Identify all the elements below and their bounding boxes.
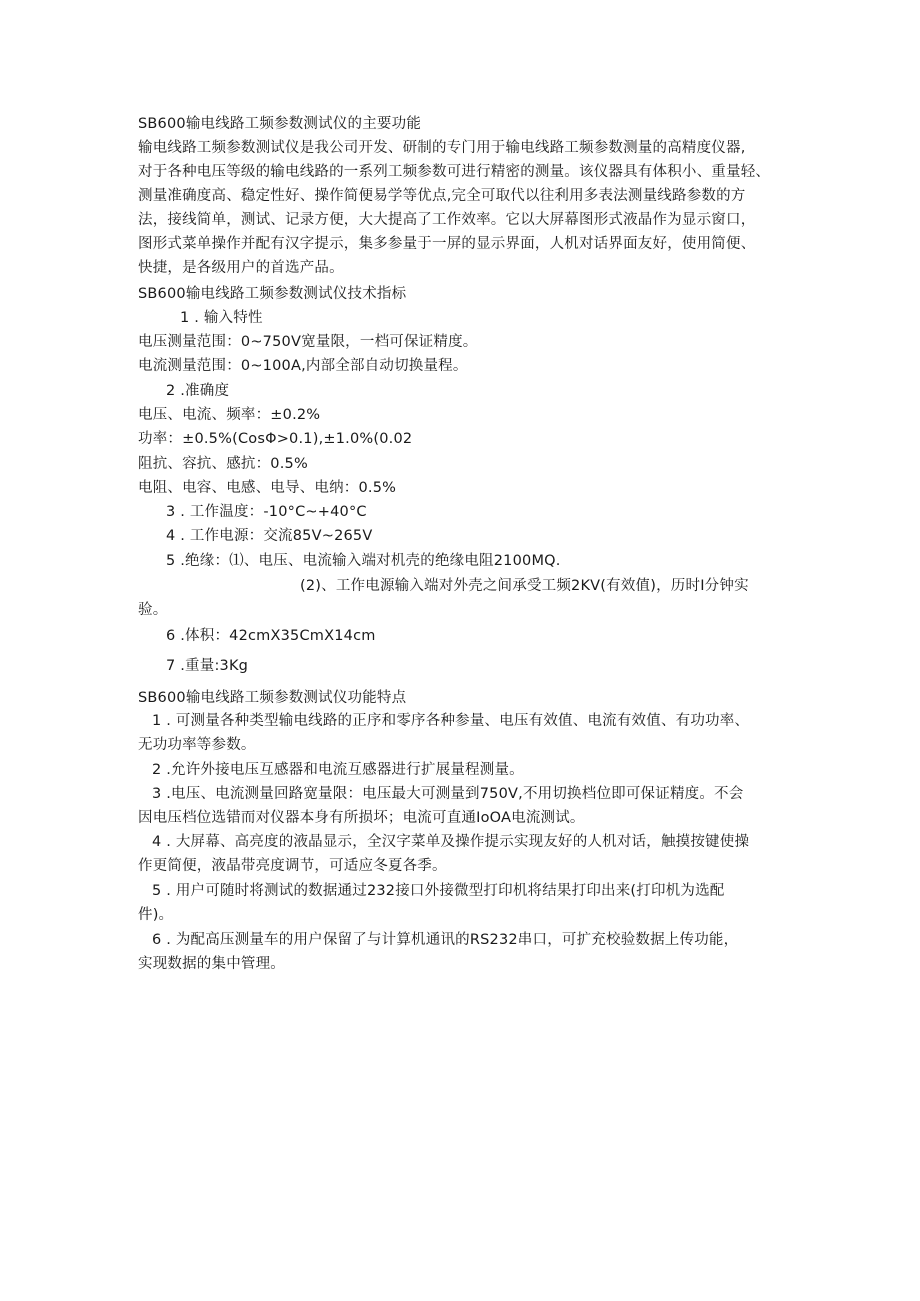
feature-line: 实现数据的集中管理。 [138, 956, 285, 972]
feature-line: 5 . 用户可随时将测试的数据通过232接口外接微型打印机将结果打印出来(打印机为选配 [152, 883, 725, 899]
intro-line: 对于各种电压等级的输电线路的一系列工频参数可进行精密的测量。该仪器具有体积小、重量轻、 [138, 164, 771, 180]
spec-heading-accuracy: 2 .准确度 [166, 383, 230, 399]
feature-line: 1 . 可测量各种类型输电线路的正序和零序各种参量、电压有效值、电流有效值、有功功率、 [152, 713, 750, 729]
feature-line: 6 . 为配高压测量车的用户保留了与计算机通讯的RS232串口，可扩充校验数据上传功能， [152, 932, 739, 948]
spec-temperature: 3 . 工作温度：-10°C~+40°C [166, 504, 367, 520]
spec-volume: 6 .体积：42cmX35CmX14cm [166, 628, 376, 644]
intro-line: 输电线路工频参数测试仪是我公司开发、研制的专门用于输电线路工频参数测量的高精度仪器, [138, 140, 746, 156]
feature-line: 因电压档位选错而对仪器本身有所损坏；电流可直通IoOA电流测试。 [138, 810, 585, 826]
spec-weight: 7 .重量:3Kg [166, 658, 249, 674]
intro-line: 图形式菜单操作并配有汉字提示，集多参量于一屏的显示界面，人机对话界面友好，使用简便、 [138, 236, 756, 252]
spec-insulation-end: 验。 [138, 602, 168, 618]
feature-line: 无功功率等参数。 [138, 737, 256, 753]
feature-line: 作更简便，液晶带亮度调节，可适应冬夏各季。 [138, 858, 447, 874]
section-title-specs: SB600输电线路工频参数测试仪技术指标 [138, 286, 407, 302]
feature-line: 4 . 大屏幕、高亮度的液晶显示，全汉字菜单及操作提示实现友好的人机对话，触摸按键使操 [152, 834, 750, 850]
spec-line: 阻抗、容抗、感抗：0.5% [138, 456, 308, 472]
section-title-main-functions: SB600输电线路工频参数测试仪的主要功能 [138, 116, 422, 132]
intro-line: 法，接线简单，测试、记录方便，大大提高了工作效率。它以大屏幕图形式液晶作为显示窗口， [138, 212, 756, 228]
spec-power: 4 . 工作电源：交流85V~265V [166, 528, 373, 544]
feature-line: 2 .允许外接电压互感器和电流互感器进行扩展量程测量。 [152, 762, 524, 778]
intro-line: 快捷，是各级用户的首选产品。 [138, 260, 344, 276]
spec-line: 电流测量范围：0~100A,内部全部自动切换量程。 [138, 358, 468, 374]
spec-line: 电压测量范围：0~750V宽量限，一档可保证精度。 [138, 334, 478, 350]
feature-line: 3 .电压、电流测量回路宽量限：电压最大可测量到750V,不用切换档位即可保证精度。不会 [152, 786, 744, 802]
intro-line: 测量准确度高、稳定性好、操作简便易学等优点,完全可取代以往利用多表法测量线路参数的方 [138, 188, 746, 204]
feature-line: 件)。 [138, 907, 174, 923]
spec-line: 电阻、电容、电感、电导、电纳：0.5% [138, 480, 397, 496]
spec-insulation: 5 .绝缘：⑴、电压、电流输入端对机壳的绝缘电阻2100MQ. [166, 553, 561, 569]
spec-line: 电压、电流、频率：±0.2% [138, 407, 321, 423]
spec-insulation-cont: (2)、工作电源输入端对外壳之间承受工频2KV(有效值)，历时I分钟实 [300, 578, 749, 594]
spec-heading-input: 1 . 输入特性 [180, 310, 263, 326]
section-title-features: SB600输电线路工频参数测试仪功能特点 [138, 690, 407, 706]
spec-line: 功率：±0.5%(CosΦ>0.1),±1.0%(0.02 [138, 431, 413, 447]
